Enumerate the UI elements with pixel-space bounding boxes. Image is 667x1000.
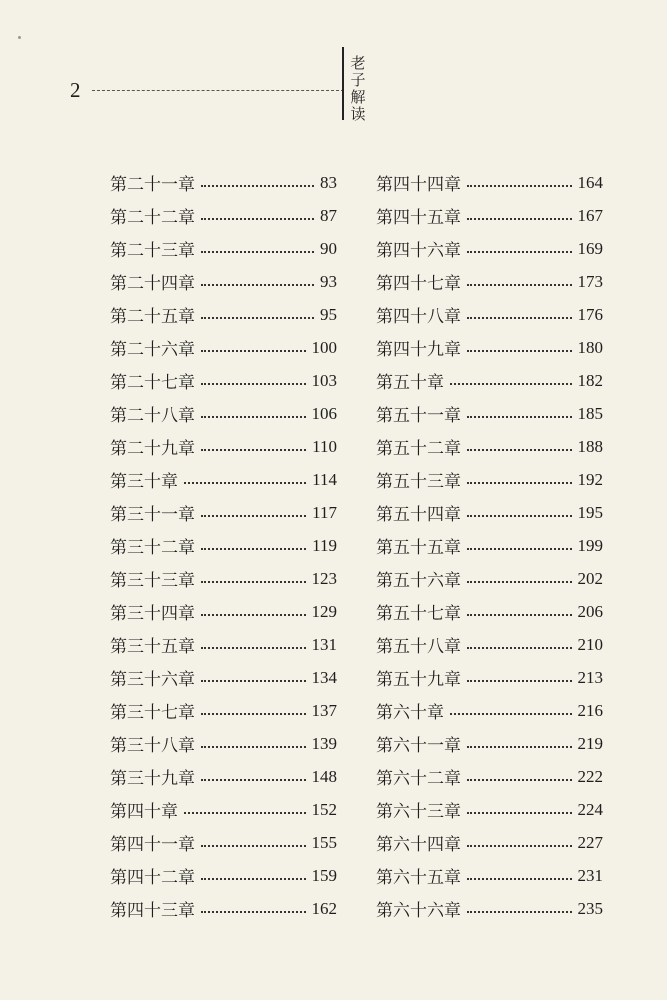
chapter-page-number: 199	[577, 535, 603, 555]
dot-leader	[467, 548, 572, 550]
chapter-title: 第四十八章	[376, 307, 461, 327]
dot-leader	[184, 482, 306, 484]
chapter-page-number: 83	[320, 172, 337, 192]
dot-leader	[467, 581, 572, 583]
chapter-title: 第三十七章	[110, 703, 195, 723]
dot-leader	[201, 284, 314, 286]
header-vertical-rule	[342, 47, 344, 120]
toc-column-right	[376, 166, 603, 925]
chapter-page-number: 148	[311, 766, 337, 786]
chapter-page-number: 87	[320, 205, 337, 225]
toc-entry[interactable]	[376, 232, 603, 265]
toc-entry[interactable]	[376, 364, 603, 397]
toc-entry[interactable]	[376, 463, 603, 496]
chapter-title: 第六十六章	[376, 901, 461, 921]
chapter-title: 第二十三章	[110, 241, 195, 261]
chapter-title: 第三十一章	[110, 505, 195, 525]
chapter-title: 第四十二章	[110, 868, 195, 888]
chapter-title: 第三十三章	[110, 571, 195, 591]
chapter-page-number: 117	[312, 502, 337, 522]
dot-leader	[201, 614, 306, 616]
dot-leader	[201, 779, 306, 781]
chapter-page-number: 134	[311, 667, 337, 687]
toc-entry[interactable]	[376, 661, 603, 694]
toc-entry[interactable]	[376, 166, 603, 199]
dot-leader	[184, 812, 306, 814]
chapter-page-number: 100	[311, 337, 337, 357]
toc-entry[interactable]	[110, 496, 337, 529]
chapter-title: 第五十七章	[376, 604, 461, 624]
chapter-title: 第六十四章	[376, 835, 461, 855]
dot-leader	[467, 845, 572, 847]
toc-entry[interactable]	[110, 760, 337, 793]
dot-leader	[467, 251, 572, 253]
chapter-page-number: 93	[320, 271, 337, 291]
chapter-page-number: 152	[311, 799, 337, 819]
chapter-page-number: 173	[577, 271, 603, 291]
chapter-page-number: 159	[311, 865, 337, 885]
chapter-page-number: 227	[577, 832, 603, 852]
chapter-title: 第二十一章	[110, 175, 195, 195]
chapter-page-number: 219	[577, 733, 603, 753]
dot-leader	[201, 911, 306, 913]
dot-leader	[201, 878, 306, 880]
chapter-title: 第四十一章	[110, 835, 195, 855]
chapter-title: 第五十四章	[376, 505, 461, 525]
dot-leader	[201, 515, 306, 517]
chapter-page-number: 114	[312, 469, 337, 489]
chapter-page-number: 110	[312, 436, 337, 456]
chapter-page-number: 182	[577, 370, 603, 390]
toc-entry[interactable]	[110, 529, 337, 562]
chapter-title: 第三十五章	[110, 637, 195, 657]
chapter-page-number: 213	[577, 667, 603, 687]
dot-leader	[467, 185, 572, 187]
chapter-title: 第六十二章	[376, 769, 461, 789]
chapter-page-number: 192	[577, 469, 603, 489]
chapter-page-number: 90	[320, 238, 337, 258]
toc-entry[interactable]	[376, 199, 603, 232]
chapter-title: 第四十三章	[110, 901, 195, 921]
dot-leader	[467, 482, 572, 484]
toc-entry[interactable]	[376, 265, 603, 298]
chapter-page-number: 123	[311, 568, 337, 588]
chapter-title: 第二十五章	[110, 307, 195, 327]
toc-entry[interactable]	[110, 397, 337, 430]
toc-entry[interactable]	[110, 463, 337, 496]
book-title-char: 子	[350, 71, 366, 89]
dot-leader	[201, 647, 306, 649]
chapter-title: 第五十三章	[376, 472, 461, 492]
dot-leader	[467, 317, 572, 319]
chapter-title: 第三十九章	[110, 769, 195, 789]
toc-entry[interactable]	[110, 793, 337, 826]
toc-entry[interactable]	[376, 430, 603, 463]
toc-entry[interactable]	[376, 397, 603, 430]
dot-leader	[467, 350, 572, 352]
chapter-page-number: 185	[577, 403, 603, 423]
toc-entry[interactable]	[110, 298, 337, 331]
chapter-title: 第六十章	[376, 703, 444, 723]
chapter-page-number: 231	[577, 865, 603, 885]
toc-entry[interactable]	[376, 793, 603, 826]
chapter-page-number: 224	[577, 799, 603, 819]
chapter-page-number: 176	[577, 304, 603, 324]
dot-leader	[201, 845, 306, 847]
toc-entry[interactable]	[376, 298, 603, 331]
toc-entry[interactable]	[110, 859, 337, 892]
dot-leader	[467, 218, 572, 220]
dot-leader	[201, 581, 306, 583]
chapter-page-number: 155	[311, 832, 337, 852]
chapter-page-number: 210	[577, 634, 603, 654]
toc-entry[interactable]	[110, 628, 337, 661]
chapter-title: 第四十章	[110, 802, 178, 822]
chapter-title: 第二十八章	[110, 406, 195, 426]
dot-leader	[467, 878, 572, 880]
chapter-title: 第六十一章	[376, 736, 461, 756]
speck-mark	[18, 36, 21, 39]
toc-entry[interactable]	[376, 760, 603, 793]
toc-entry[interactable]	[376, 529, 603, 562]
chapter-title: 第三十八章	[110, 736, 195, 756]
chapter-title: 第四十六章	[376, 241, 461, 261]
chapter-page-number: 222	[577, 766, 603, 786]
chapter-title: 第三十四章	[110, 604, 195, 624]
dot-leader	[467, 284, 572, 286]
running-book-title	[350, 55, 366, 123]
toc-entry[interactable]	[110, 199, 337, 232]
toc-entry[interactable]	[376, 496, 603, 529]
dot-leader	[201, 251, 314, 253]
chapter-page-number: 137	[311, 700, 337, 720]
dot-leader	[201, 449, 306, 451]
dot-leader	[450, 383, 572, 385]
dot-leader	[467, 680, 572, 682]
toc-entry[interactable]	[110, 892, 337, 925]
chapter-page-number: 206	[577, 601, 603, 621]
chapter-page-number: 180	[577, 337, 603, 357]
dot-leader	[467, 416, 572, 418]
chapter-page-number: 169	[577, 238, 603, 258]
chapter-title: 第五十一章	[376, 406, 461, 426]
chapter-title: 第三十二章	[110, 538, 195, 558]
toc-entry[interactable]	[110, 265, 337, 298]
book-title-char: 老	[350, 54, 366, 72]
chapter-page-number: 162	[311, 898, 337, 918]
chapter-title: 第五十二章	[376, 439, 461, 459]
chapter-title: 第六十三章	[376, 802, 461, 822]
dot-leader	[467, 515, 572, 517]
chapter-title: 第六十五章	[376, 868, 461, 888]
chapter-page-number: 139	[311, 733, 337, 753]
toc-entry[interactable]	[376, 628, 603, 661]
chapter-title: 第五十五章	[376, 538, 461, 558]
chapter-page-number: 106	[311, 403, 337, 423]
dot-leader	[201, 218, 314, 220]
dot-leader	[467, 911, 572, 913]
dot-leader	[201, 317, 314, 319]
chapter-title: 第二十九章	[110, 439, 195, 459]
dot-leader	[201, 185, 314, 187]
chapter-page-number: 195	[577, 502, 603, 522]
dot-leader	[467, 812, 572, 814]
dot-leader	[467, 779, 572, 781]
chapter-title: 第三十章	[110, 472, 178, 492]
chapter-page-number: 129	[311, 601, 337, 621]
chapter-page-number: 103	[311, 370, 337, 390]
page-number: 2	[70, 78, 81, 102]
header-dashed-rule	[92, 90, 344, 91]
toc-entry[interactable]	[110, 661, 337, 694]
toc-entry[interactable]	[376, 595, 603, 628]
toc-entry[interactable]	[376, 826, 603, 859]
chapter-page-number: 202	[577, 568, 603, 588]
chapter-title: 第四十五章	[376, 208, 461, 228]
toc-entry[interactable]	[376, 892, 603, 925]
dot-leader	[201, 713, 306, 715]
dot-leader	[201, 680, 306, 682]
chapter-page-number: 216	[577, 700, 603, 720]
toc-column-left	[110, 166, 337, 925]
chapter-page-number: 188	[577, 436, 603, 456]
toc-entry[interactable]	[376, 562, 603, 595]
toc-entry[interactable]	[110, 826, 337, 859]
dot-leader	[201, 746, 306, 748]
chapter-title: 第二十六章	[110, 340, 195, 360]
dot-leader	[201, 416, 306, 418]
dot-leader	[201, 350, 306, 352]
toc-entry[interactable]	[110, 166, 337, 199]
toc-entry[interactable]	[376, 727, 603, 760]
toc-entry[interactable]	[376, 694, 603, 727]
chapter-page-number: 95	[320, 304, 337, 324]
dot-leader	[450, 713, 572, 715]
toc-entry[interactable]	[110, 562, 337, 595]
chapter-page-number: 167	[577, 205, 603, 225]
chapter-title: 第四十七章	[376, 274, 461, 294]
chapter-title: 第五十六章	[376, 571, 461, 591]
chapter-title: 第二十四章	[110, 274, 195, 294]
chapter-title: 第四十四章	[376, 175, 461, 195]
chapter-page-number: 131	[311, 634, 337, 654]
dot-leader	[467, 449, 572, 451]
dot-leader	[467, 647, 572, 649]
book-title-char: 解	[350, 88, 366, 106]
chapter-title: 第五十章	[376, 373, 444, 393]
toc-entry[interactable]	[110, 364, 337, 397]
book-title-char: 读	[350, 105, 366, 123]
chapter-page-number: 119	[312, 535, 337, 555]
dot-leader	[201, 383, 306, 385]
chapter-title: 第四十九章	[376, 340, 461, 360]
chapter-title: 第五十八章	[376, 637, 461, 657]
chapter-title: 第二十二章	[110, 208, 195, 228]
toc-entry[interactable]	[110, 430, 337, 463]
chapter-title: 第二十七章	[110, 373, 195, 393]
dot-leader	[467, 614, 572, 616]
chapter-title: 第五十九章	[376, 670, 461, 690]
toc-entry[interactable]	[110, 331, 337, 364]
toc-entry[interactable]	[110, 727, 337, 760]
toc-entry[interactable]	[376, 859, 603, 892]
chapter-title: 第三十六章	[110, 670, 195, 690]
toc-entry[interactable]	[110, 595, 337, 628]
toc-entry[interactable]	[376, 331, 603, 364]
toc-entry[interactable]	[110, 232, 337, 265]
chapter-page-number: 235	[577, 898, 603, 918]
toc-entry[interactable]	[110, 694, 337, 727]
dot-leader	[201, 548, 306, 550]
chapter-page-number: 164	[577, 172, 603, 192]
dot-leader	[467, 746, 572, 748]
